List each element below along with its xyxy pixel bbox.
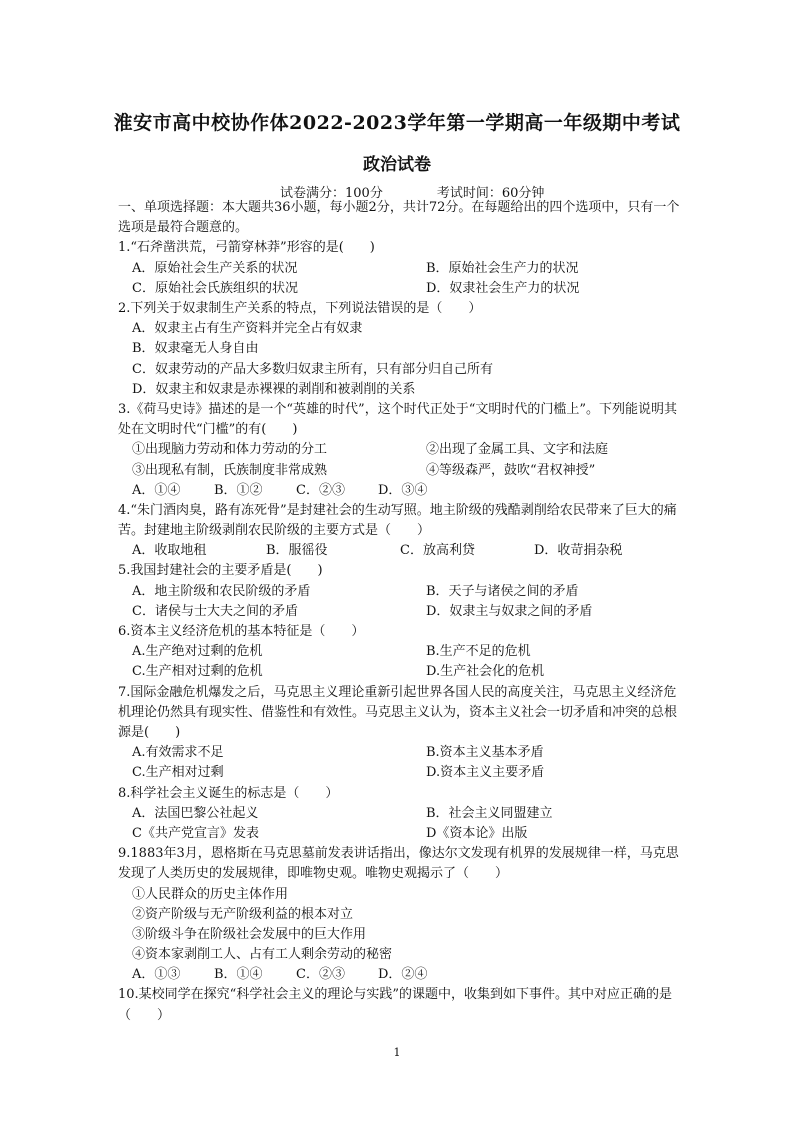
option-b: B．奴隶毫无人身自由: [132, 341, 259, 357]
options-row: [118, 642, 680, 662]
option-b: B.生产不足的危机: [426, 644, 531, 660]
options-row: [118, 582, 680, 602]
option-a: A.生产绝对过剩的危机: [132, 644, 263, 660]
option-b: B．原始社会生产力的状况: [426, 260, 579, 276]
option-c: C.生产相对过剩的危机: [132, 664, 263, 680]
option-d: D．奴隶主和奴隶是赤裸裸的剥削和被剥削的关系: [132, 381, 416, 397]
option-d: D.资本主义主要矛盾: [426, 765, 545, 781]
question-stem: 5.我国封建社会的主要矛盾是( ): [118, 563, 323, 579]
question-stem: 6.资本主义经济危机的基本特征是（ ）: [118, 624, 365, 640]
exam-title: 淮安市高中校协作体2022-2023学年第一学期高一年级期中考试: [113, 112, 681, 134]
option-c: C．原始社会氏族组织的状况: [132, 280, 298, 296]
option-a: A.有效需求不足: [132, 745, 224, 761]
question-stem: 3.《荷马史诗》描述的是一个“英雄的时代”，这个时代正处于“文明时代的门槛上”。下列能说明其处在文明时代“门槛”的有( ): [118, 401, 677, 438]
item-3: ③出现私有制，氏族制度非常成熟: [132, 462, 328, 478]
option-c: C.生产相对过剩: [132, 765, 224, 781]
options-row: [118, 804, 680, 824]
options-row: [118, 481, 680, 501]
options-row: [118, 763, 680, 783]
options-row: [118, 662, 680, 682]
option-d: D．收苛捐杂税: [534, 543, 623, 559]
option-a: A．原始社会生产关系的状况: [132, 260, 298, 276]
option-d: D．奴隶主与奴隶之间的矛盾: [426, 603, 593, 619]
question-stem: 7.国际金融危机爆发之后，马克思主义理论重新引起世界各国人民的高度关注，马克思主义经济危机理论仍然具有现实性、借鉴性和有效性。马克思主义认为，资本主义社会一切矛盾和冲突的总根源是( ): [118, 684, 678, 740]
question-stem: 1.“石斧凿洪荒，弓箭穿林莽”形容的是( ): [118, 240, 375, 256]
item-2: ②出现了金属工具、文字和法庭: [426, 442, 609, 458]
options-row: [118, 743, 680, 763]
option-b: B.资本主义基本矛盾: [426, 745, 544, 761]
options-row: [118, 279, 680, 299]
exam-time: 考试时间：60分钟: [436, 186, 545, 201]
option-c: C．②③: [296, 967, 345, 983]
item-1: ①出现脑力劳动和体力劳动的分工: [132, 442, 328, 458]
question-stem: 10.某校同学在探究“科学社会主义的理论与实践”的课题中，收集到如下事件。其中对应正确的是（ ）: [118, 987, 672, 1023]
items-row: [118, 440, 680, 460]
option-c: C．诸侯与士大夫之间的矛盾: [132, 603, 298, 619]
option-b: B．天子与诸侯之间的矛盾: [426, 583, 579, 599]
option-a: A．收取地租: [132, 543, 207, 559]
option-d: D．奴隶社会生产力的状况: [426, 280, 580, 296]
question-stem: 4.“朱门酒肉臭，路有冻死骨”是封建社会的生动写照。地主阶级的残酷剥削给农民带来了巨大的痛苦。封建地主阶级剥削农民阶级的主要方式是（ ）: [118, 502, 677, 539]
option-d: D《资本论》出版: [426, 825, 528, 841]
option-b: B．①④: [214, 967, 263, 983]
items-row: [118, 461, 680, 481]
options-row: [118, 541, 680, 561]
item-2: ②资产阶级与无产阶级利益的根本对立: [132, 906, 354, 922]
option-d: D.生产社会化的危机: [426, 664, 545, 680]
option-b: B．社会主义同盟建立: [426, 805, 553, 821]
option-c: C．放高利贷: [400, 543, 475, 559]
options-row: [118, 602, 680, 622]
full-score: 试卷满分：100分: [280, 186, 383, 201]
option-a: A．法国巴黎公社起义: [132, 805, 259, 821]
option-b: B．①②: [214, 482, 263, 498]
question-list: [118, 198, 680, 1026]
option-a: A．①③: [132, 967, 181, 983]
option-a: A．奴隶主占有生产资料并完全占有奴隶: [132, 321, 363, 337]
question-stem: 9.1883年3月，恩格斯在马克思墓前发表讲话指出，像达尔文发现有机界的发展规律一样，马克思发现了人类历史的发展规律，即唯物史观。唯物史观揭示了（ ）: [118, 846, 679, 882]
option-d: D．③④: [378, 482, 428, 498]
section-heading: 一、单项选择题：本大题共36小题，每小题2分，共计72分。在每题给出的四个选项中，只有一个选项是最符合题意的。: [118, 200, 680, 236]
item-3: ③阶级斗争在阶级社会发展中的巨大作用: [132, 926, 367, 942]
item-4: ④等级森严，鼓吹“君权神授”: [426, 462, 596, 478]
options-row: [118, 824, 680, 844]
page-number: 1: [393, 1046, 401, 1059]
option-c: C．奴隶劳动的产品大多数归奴隶主所有，只有部分归自己所有: [132, 361, 493, 377]
option-d: D．②④: [378, 967, 428, 983]
option-a: A．地主阶级和农民阶级的矛盾: [132, 583, 311, 599]
item-1: ①人民群众的历史主体作用: [132, 886, 289, 902]
option-b: B．服徭役: [266, 543, 328, 559]
options-row: [118, 259, 680, 279]
item-4: ④资本家剥削工人、占有工人剩余劳动的秘密: [132, 947, 393, 963]
question-stem: 8.科学社会主义诞生的标志是（ ）: [118, 785, 339, 801]
exam-subject: 政治试卷: [363, 155, 431, 175]
option-c: C《共产党宣言》发表: [132, 825, 259, 841]
options-row: [118, 965, 680, 985]
option-c: C．②③: [296, 482, 345, 498]
option-a: A．①④: [132, 482, 181, 498]
question-stem: 2.下列关于奴隶制生产关系的特点，下列说法错误的是（ ）: [118, 300, 482, 316]
